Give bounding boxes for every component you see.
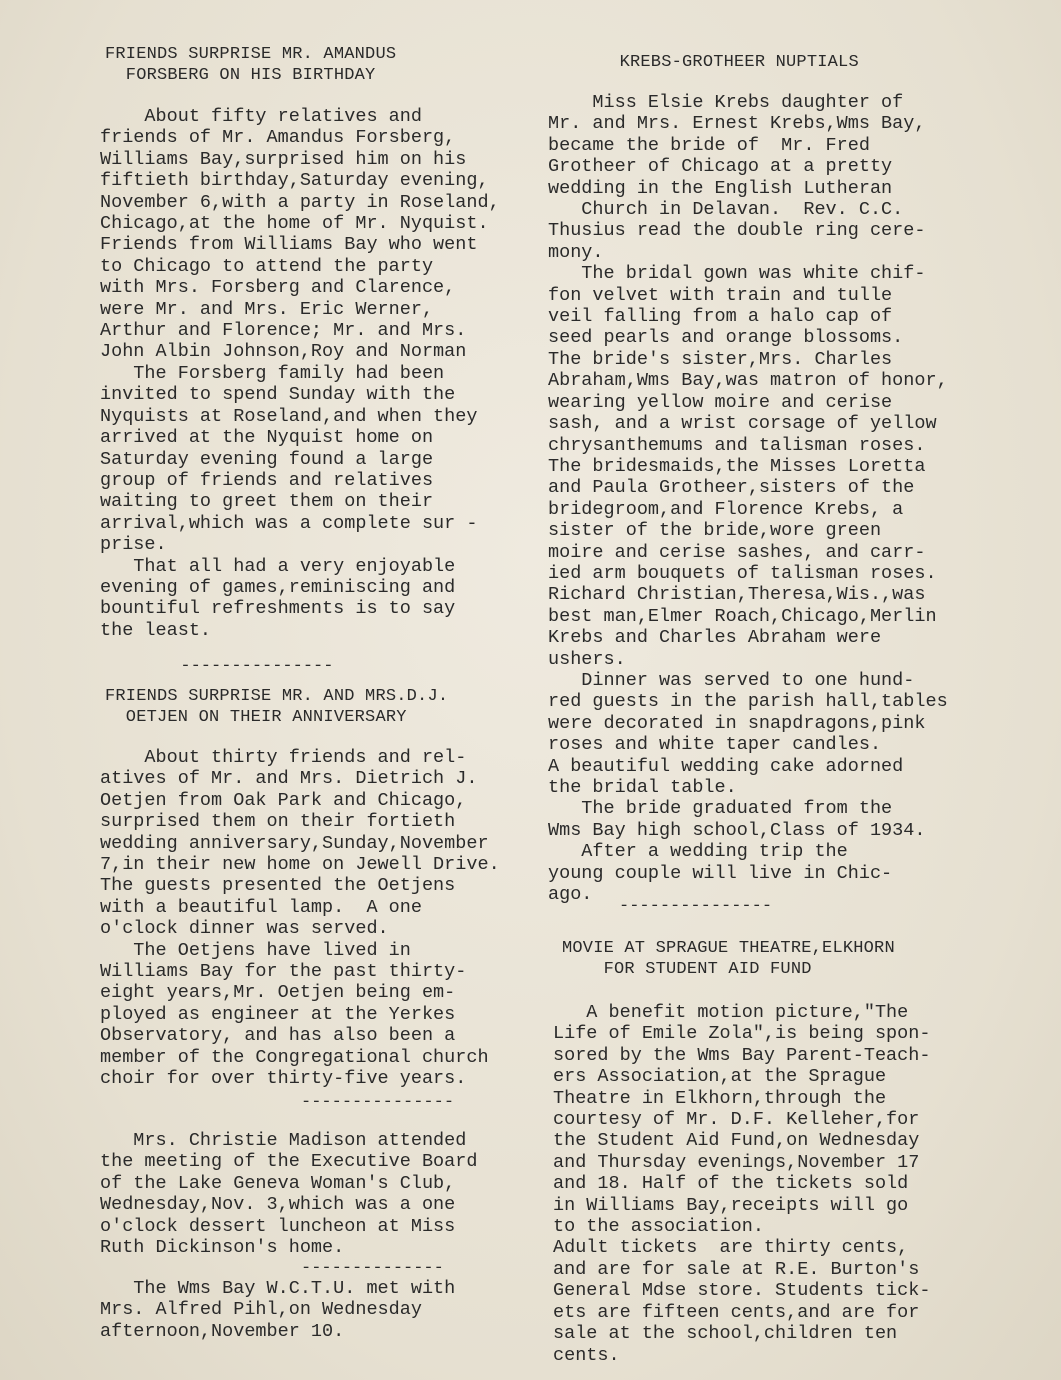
oetjen-anniversary-headline: FRIENDS SURPRISE MR. AND MRS.D.J. OETJEN ON THEIR ANNIVERSARY xyxy=(105,687,449,727)
section-divider: --------------- xyxy=(160,657,334,676)
wctu-meeting-body: The Wms Bay W.C.T.U. met with Mrs. Alfred Pihl,on Wednesday afternoon,November 10. xyxy=(100,1278,456,1342)
section-divider: -------------- xyxy=(250,1259,444,1278)
oetjen-anniversary-body: About thirty friends and rel- atives of Mr. and Mrs. Dietrich J. Oetjen from Oak Park and Chicago, surprised them on their fortieth wedding anniversary,Sunday,November 7,in their new home on Jewell Drive. The guests presented the Oetjens with a beautiful lamp. A one o'clock dinner was served. The Oetjens have lived in Williams Bay for the past thirty- eight years,Mr. Oetjen being em- ployed as engineer at the Yerkes Observatory, and has also been a member of the Congregational church choir for over thirty-five years. xyxy=(100,747,500,1090)
sprague-movie-body: A benefit motion picture,"The Life of Emile Zola",is being spon- sored by the Wms Bay Parent-Teach- ers Association,at the Sprague Theatre in Elkhorn,through the courtesy of Mr. D.F. Kelleher,for the Student Aid Fund,on Wednesday and Thursday evenings,November 17 and 18. Half of the tickets sold in Williams Bay,receipts will go to the association. Adult tickets are thirty cents, and are for sale at R.E. Burton's General Mdse store. Students tick- ets are fifteen cents,and are for sale at the school,children ten cents. xyxy=(553,1002,931,1366)
madison-club-body: Mrs. Christie Madison attended the meeting of the Executive Board of the Lake Geneva Woman's Club, Wednesday,Nov. 3,which was a one o'clock dessert luncheon at Miss Ruth Dickinson's home. xyxy=(100,1130,478,1259)
section-divider: --------------- xyxy=(250,1093,455,1112)
forsberg-birthday-body: About fifty relatives and friends of Mr. Amandus Forsberg, Williams Bay,surprised him on his fiftieth birthday,Saturday evening, November 6,with a party in Roseland, Chicago,at the home of Mr. Nyquist. Friends from Williams Bay who went to Chicago to attend the party with Mrs. Forsberg and Clarence, were Mr. and Mrs. Eric Werner, Arthur and Florence; Mr. and Mrs. John Albin Johnson,Roy and Norman The Forsberg family had been invited to spend Sunday with the Nyquists at Roseland,and when they arrived at the Nyquist home on Saturday evening found a large group of friends and relatives waiting to greet them on their arrival,which was a complete sur - prise. That all had a very enjoyable evening of games,reminiscing and bountiful refreshments is to say the least. xyxy=(100,106,500,641)
krebs-grotheer-body: Miss Elsie Krebs daughter of Mr. and Mrs. Ernest Krebs,Wms Bay, became the bride of Mr. Fred Grotheer of Chicago at a pretty wedding in the English Lutheran Church in Delavan. Rev. C.C. Thusius read the double ring cere- mony. The bridal gown was white chif- fon velvet with train and tulle veil falling from a halo cap of seed pearls and orange blossoms. The bride's sister,Mrs. Charles Abraham,Wms Bay,was matron of honor, wearing yellow moire and cerise sash, and a wrist corsage of yellow chrysanthemums and talisman roses. The bridesmaids,the Misses Loretta and Paula Grotheer,sisters of the bridegroom,and Florence Krebs, a sister of the bride,wore green moire and cerise sashes, and carr- ied arm bouquets of talisman roses. Richard Christian,Theresa,Wis.,was best man,Elmer Roach,Chicago,Merlin Krebs and Charles Abraham were ushers. Dinner was served to one hund- red guests in the parish hall,tables were decorated in snapdragons,pink roses and white taper candles. A beautiful wedding cake adorned the bridal table. The bride graduated from the Wms Bay high school,Class of 1934. After a wedding trip the young couple will live in Chic- ago. xyxy=(548,92,948,906)
section-divider: --------------- xyxy=(568,897,773,916)
forsberg-birthday-headline: FRIENDS SURPRISE MR. AMANDUS FORSBERG ON HIS BIRTHDAY xyxy=(105,45,397,85)
sprague-movie-headline: MOVIE AT SPRAGUE THEATRE,ELKHORN FOR STUDENT AID FUND xyxy=(562,939,895,979)
krebs-grotheer-headline: KREBS-GROTHEER NUPTIALS xyxy=(578,53,859,72)
